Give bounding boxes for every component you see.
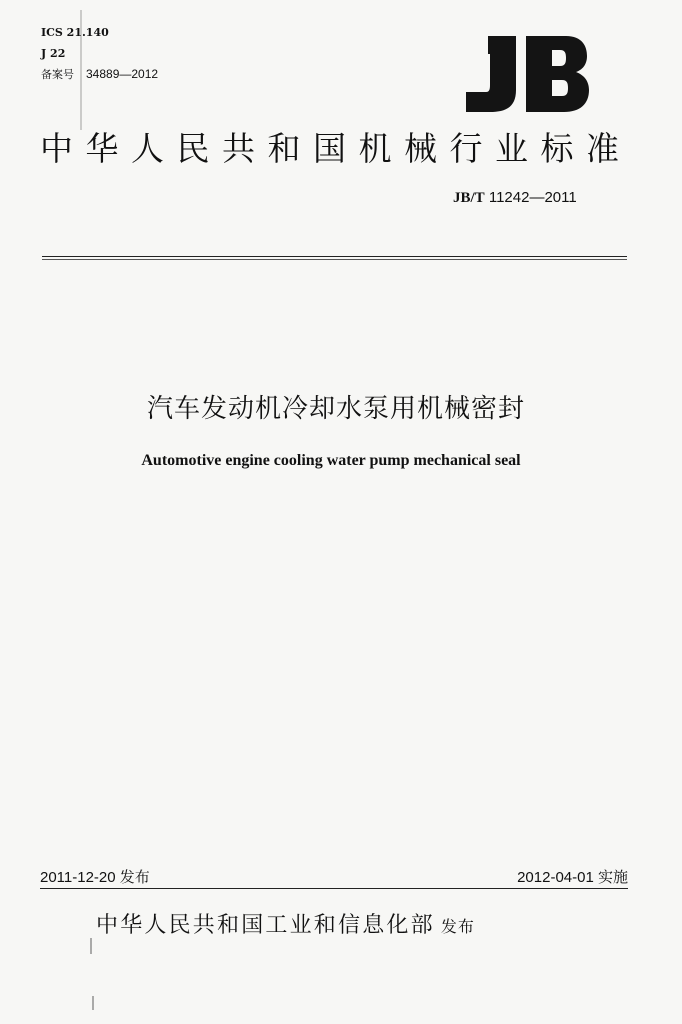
header-divider-thin (42, 259, 627, 260)
footer-divider (40, 888, 628, 889)
record-label: 备案号 (41, 68, 74, 81)
publish-date: 2011-12-20 发布 (40, 869, 150, 886)
issuer-name: 中华人民共和国工业和信息化部 (96, 913, 435, 938)
issuer-suffix: 发布 (440, 917, 475, 936)
scan-mark (90, 938, 92, 954)
header-divider (42, 256, 627, 257)
document-title-en: Automotive engine cooling water pump mechanical seal (141, 452, 521, 469)
effective-date: 2012-04-01 实施 (517, 869, 628, 886)
standard-code (453, 189, 577, 207)
issuer (96, 908, 475, 939)
standard-code-number: 11242—2011 (488, 189, 577, 206)
document-title-cn: 汽车发动机冷却水泵用机械密封 (146, 394, 525, 424)
ics-code: ICS 21.140 (41, 26, 109, 39)
record-number-value: 34889—2012 (86, 67, 159, 81)
category-code: J 22 (41, 47, 66, 60)
record-number (41, 68, 158, 80)
jb-logo (460, 32, 590, 114)
standard-code-prefix: JB/T (453, 190, 485, 206)
standard-title: 中华人民共和国机械行业标准 (40, 129, 632, 168)
scan-mark (92, 996, 94, 1010)
